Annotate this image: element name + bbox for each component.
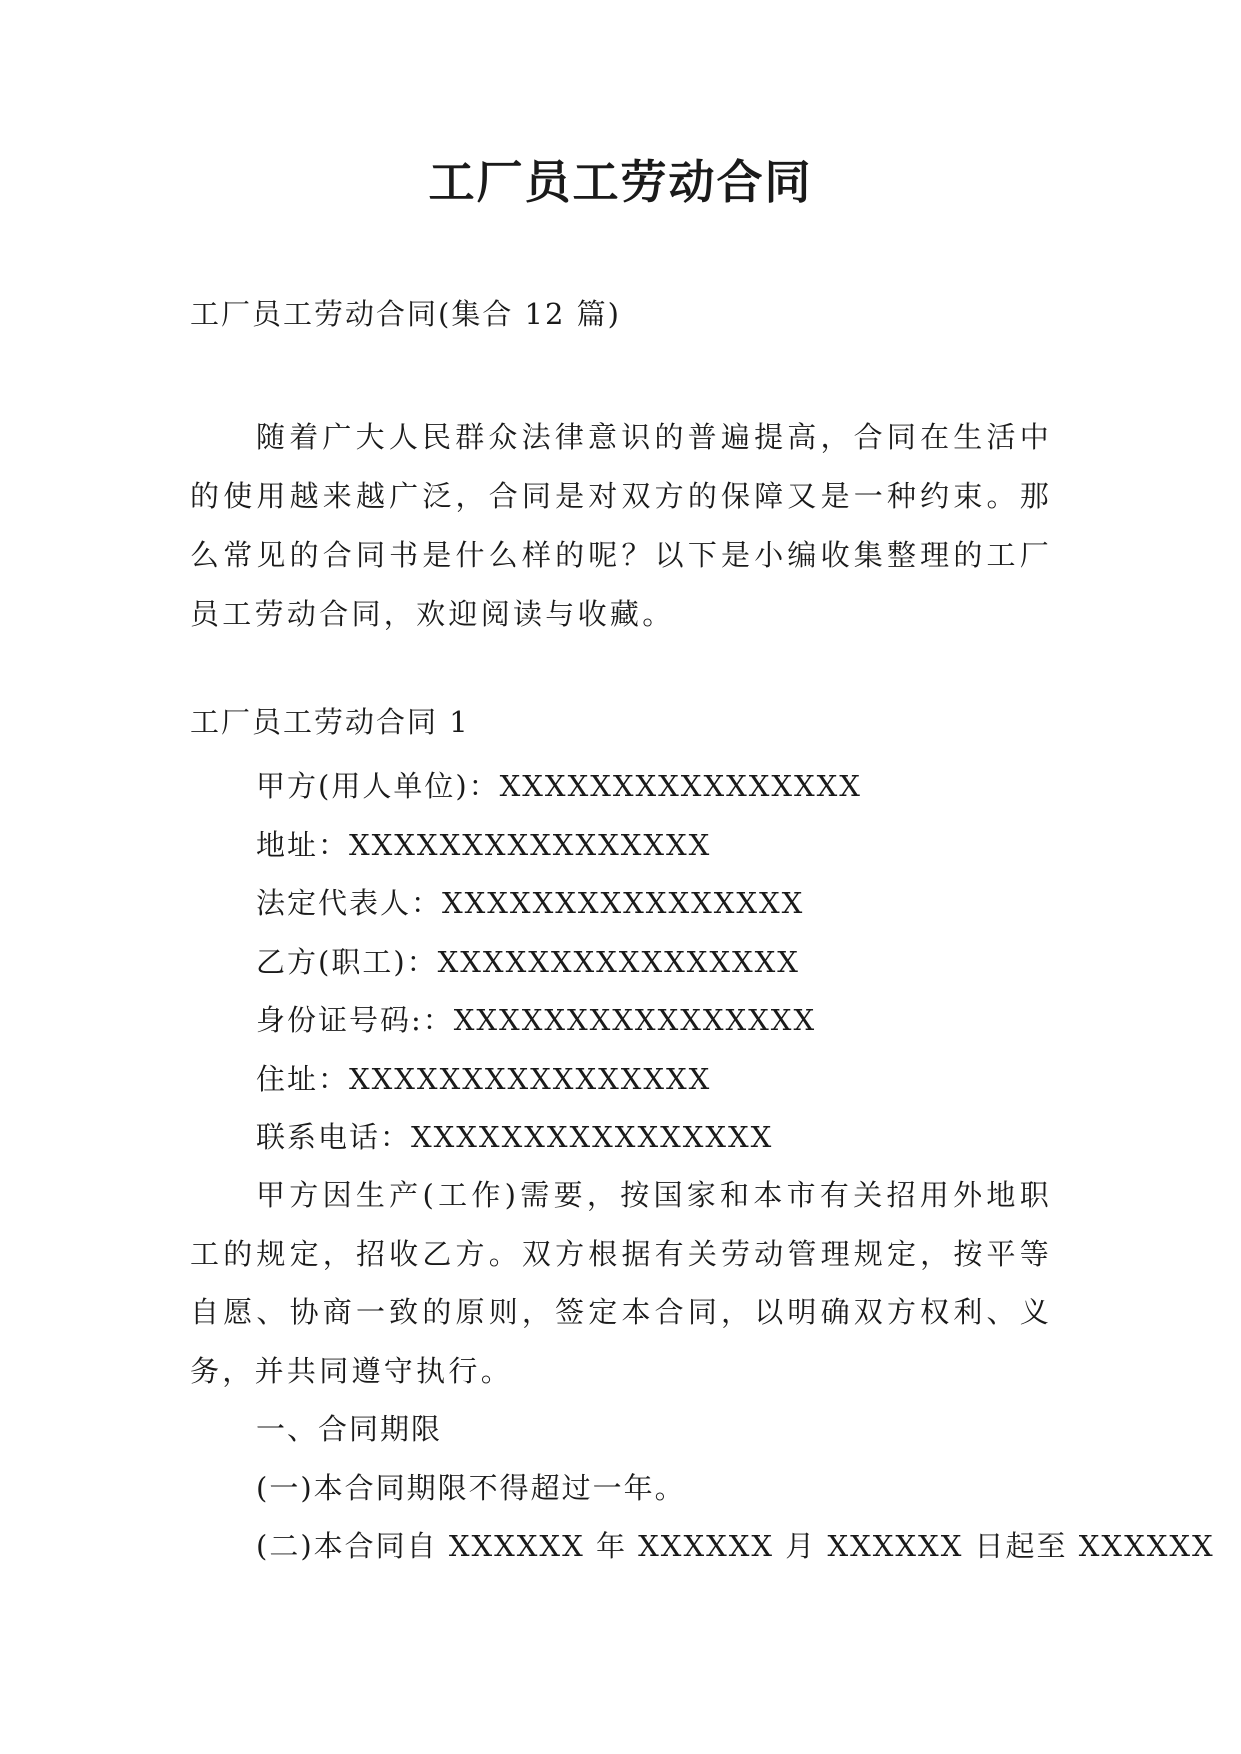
document-title: 工厂员工劳动合同 [428,155,813,209]
field-residence: 住址：XXXXXXXXXXXXXXXX [256,1061,712,1096]
field-address: 地址：XXXXXXXXXXXXXXXX [256,827,712,862]
intro-paragraph: 随着广大人民群众法律意识的普遍提高，合同在生活中的使用越来越广泛，合同是对双方的保障又是一种约束。那么常见的合同书是什么样的呢？以下是小编收集整理的工厂员工劳动合同，欢迎阅读与收藏。 [190,420,1052,631]
clause-item: (二)本合同自 XXXXXX 年 XXXXXX 月 XXXXXX 日起至 XXXXXX [256,1529,1215,1563]
clause-list [256,1400,1215,1576]
document-subtitle: 工厂员工劳动合同(集合 12 篇) [190,297,621,331]
section-heading: 工厂员工劳动合同 1 [190,705,470,739]
field-legal-representative: 法定代表人：XXXXXXXXXXXXXXXX [256,886,805,920]
field-party-a: 甲方(用人单位)：XXXXXXXXXXXXXXXX [256,769,862,803]
field-id-number: 身份证号码:：XXXXXXXXXXXXXXXX [256,1003,817,1037]
field-phone: 联系电话：XXXXXXXXXXXXXXXX [256,1120,774,1154]
clause-item: (一)本合同期限不得超过一年。 [256,1470,686,1505]
party-info-list [256,757,862,1167]
clause-heading: 一、合同期限 [256,1412,443,1446]
field-party-b: 乙方(职工)：XXXXXXXXXXXXXXXX [256,944,800,979]
body-paragraph: 甲方因生产(工作)需要，按国家和本市有关招用外地职工的规定，招收乙方。双方根据有关劳动管理规定，按平等自愿、协商一致的原则，签定本合同，以明确双方权利、义务，并共同遵守执行。 [190,1178,1052,1388]
